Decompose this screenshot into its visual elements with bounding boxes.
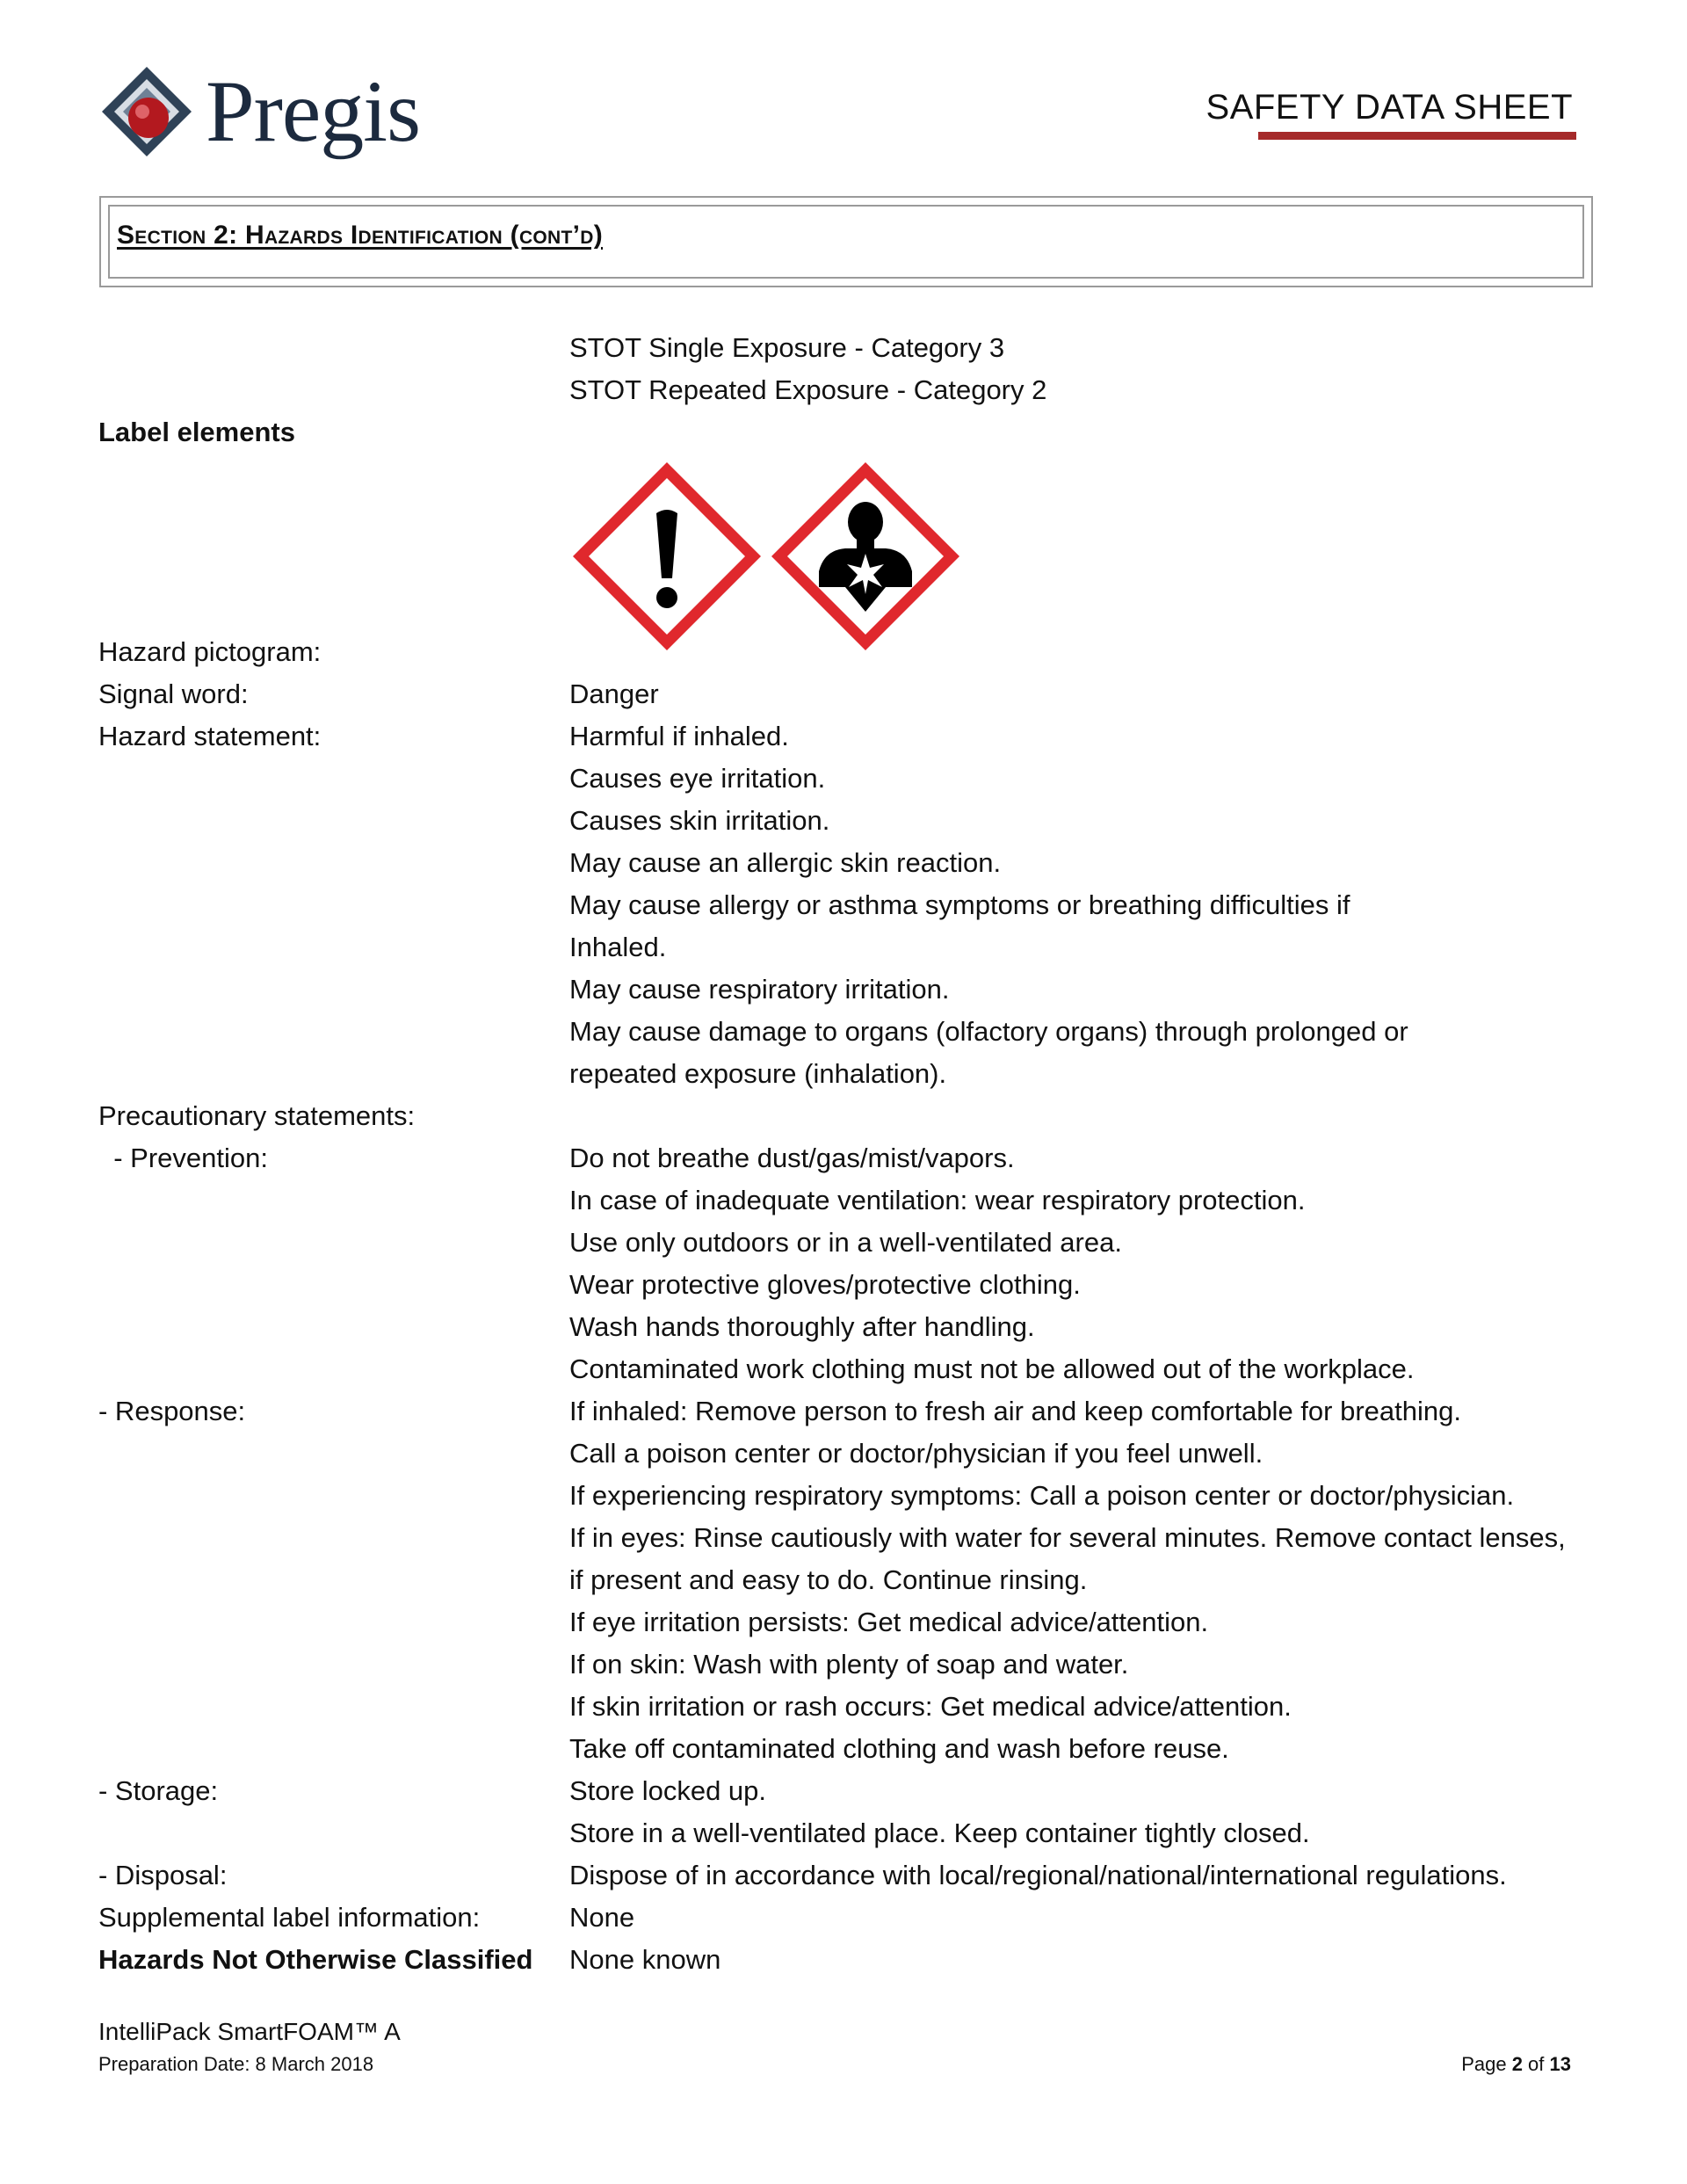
prevention-line: Do not breathe dust/gas/mist/vapors. — [569, 1143, 1015, 1173]
classification-line: STOT Single Exposure - Category 3 — [569, 332, 1005, 363]
title-underline-bar — [1258, 132, 1576, 140]
storage-line: Store locked up. — [569, 1775, 767, 1806]
section-header-box — [99, 196, 1593, 287]
prevention-line: Use only outdoors or in a well-ventilated area. — [569, 1227, 1122, 1258]
response-line: If skin irritation or rash occurs: Get medical advice/attention. — [569, 1691, 1292, 1722]
storage-label: - Storage: — [98, 1775, 219, 1806]
page-total: 13 — [1549, 2053, 1571, 2075]
hazard-statement-line: Causes eye irritation. — [569, 763, 826, 794]
classification-line: STOT Repeated Exposure - Category 2 — [569, 374, 1047, 405]
footer-product-name: IntelliPack SmartFOAM™ A — [98, 2018, 401, 2045]
precautionary-label: Precautionary statements: — [98, 1100, 416, 1131]
hazard-statement-line: Causes skin irritation. — [569, 805, 830, 836]
page-prefix: Page — [1461, 2053, 1512, 2075]
brand-logo — [98, 63, 420, 160]
hazard-statement-label: Hazard statement: — [98, 721, 322, 751]
exclamation-mark-icon — [566, 455, 768, 657]
response-line: If eye irritation persists: Get medical advice/attention. — [569, 1607, 1209, 1637]
page-current: 2 — [1511, 2053, 1523, 2075]
disposal-label: - Disposal: — [98, 1860, 228, 1890]
hazard-statement-line: Inhaled. — [569, 932, 667, 962]
footer-page-number — [1461, 2053, 1571, 2076]
footer-preparation-date: Preparation Date: 8 March 2018 — [98, 2053, 374, 2075]
health-hazard-icon — [764, 455, 967, 657]
supplemental-label: Supplemental label information: — [98, 1902, 481, 1933]
prevention-line: Wear protective gloves/protective clothing. — [569, 1269, 1081, 1300]
signal-word-label: Signal word: — [98, 678, 249, 709]
hazard-statement-line: repeated exposure (inhalation). — [569, 1058, 947, 1089]
storage-line: Store in a well-ventilated place. Keep container tightly closed. — [569, 1818, 1310, 1848]
signal-word-value: Danger — [569, 678, 659, 709]
response-line: If experiencing respiratory symptoms: Call a poison center or doctor/physician. — [569, 1480, 1515, 1511]
disposal-line: Dispose of in accordance with local/regional/national/international regulations. — [569, 1860, 1507, 1890]
hazard-statement-line: May cause allergy or asthma symptoms or breathing difficulties if — [569, 889, 1350, 920]
hazard-pictogram-label: Hazard pictogram: — [98, 636, 322, 667]
response-line: If inhaled: Remove person to fresh air and keep comfortable for breathing. — [569, 1396, 1461, 1426]
hazard-statement-line: May cause damage to organs (olfactory organs) through prolonged or — [569, 1016, 1408, 1047]
hazard-statement-line: Harmful if inhaled. — [569, 721, 789, 751]
response-label: - Response: — [98, 1396, 246, 1426]
hnoc-value: None known — [569, 1944, 721, 1975]
pregis-logo-icon — [98, 63, 195, 160]
document-title: SAFETY DATA SHEET — [1206, 88, 1573, 127]
supplemental-value: None — [569, 1902, 635, 1933]
page-of: of — [1522, 2053, 1550, 2075]
label-elements-heading: Label elements — [98, 417, 295, 447]
prevention-label: - Prevention: — [98, 1143, 268, 1173]
section-title: Section 2: Hazards Identification (cont’d) — [117, 221, 604, 250]
response-line: if present and easy to do. Continue rinsing. — [569, 1564, 1088, 1595]
response-line: If on skin: Wash with plenty of soap and water. — [569, 1649, 1129, 1680]
response-line: Take off contaminated clothing and wash before reuse. — [569, 1733, 1229, 1764]
prevention-line: In case of inadequate ventilation: wear respiratory protection. — [569, 1185, 1306, 1215]
prevention-line: Wash hands thoroughly after handling. — [569, 1311, 1035, 1342]
hazard-statement-line: May cause an allergic skin reaction. — [569, 847, 1002, 878]
hazard-statement-line: May cause respiratory irritation. — [569, 974, 950, 1005]
brand-name: Pregis — [206, 62, 420, 160]
response-line: Call a poison center or doctor/physician if you feel unwell. — [569, 1438, 1263, 1469]
response-line: If in eyes: Rinse cautiously with water for several minutes. Remove contact lenses, — [569, 1522, 1566, 1553]
hnoc-label: Hazards Not Otherwise Classified — [98, 1944, 533, 1975]
prevention-line: Contaminated work clothing must not be allowed out of the workplace. — [569, 1353, 1415, 1384]
